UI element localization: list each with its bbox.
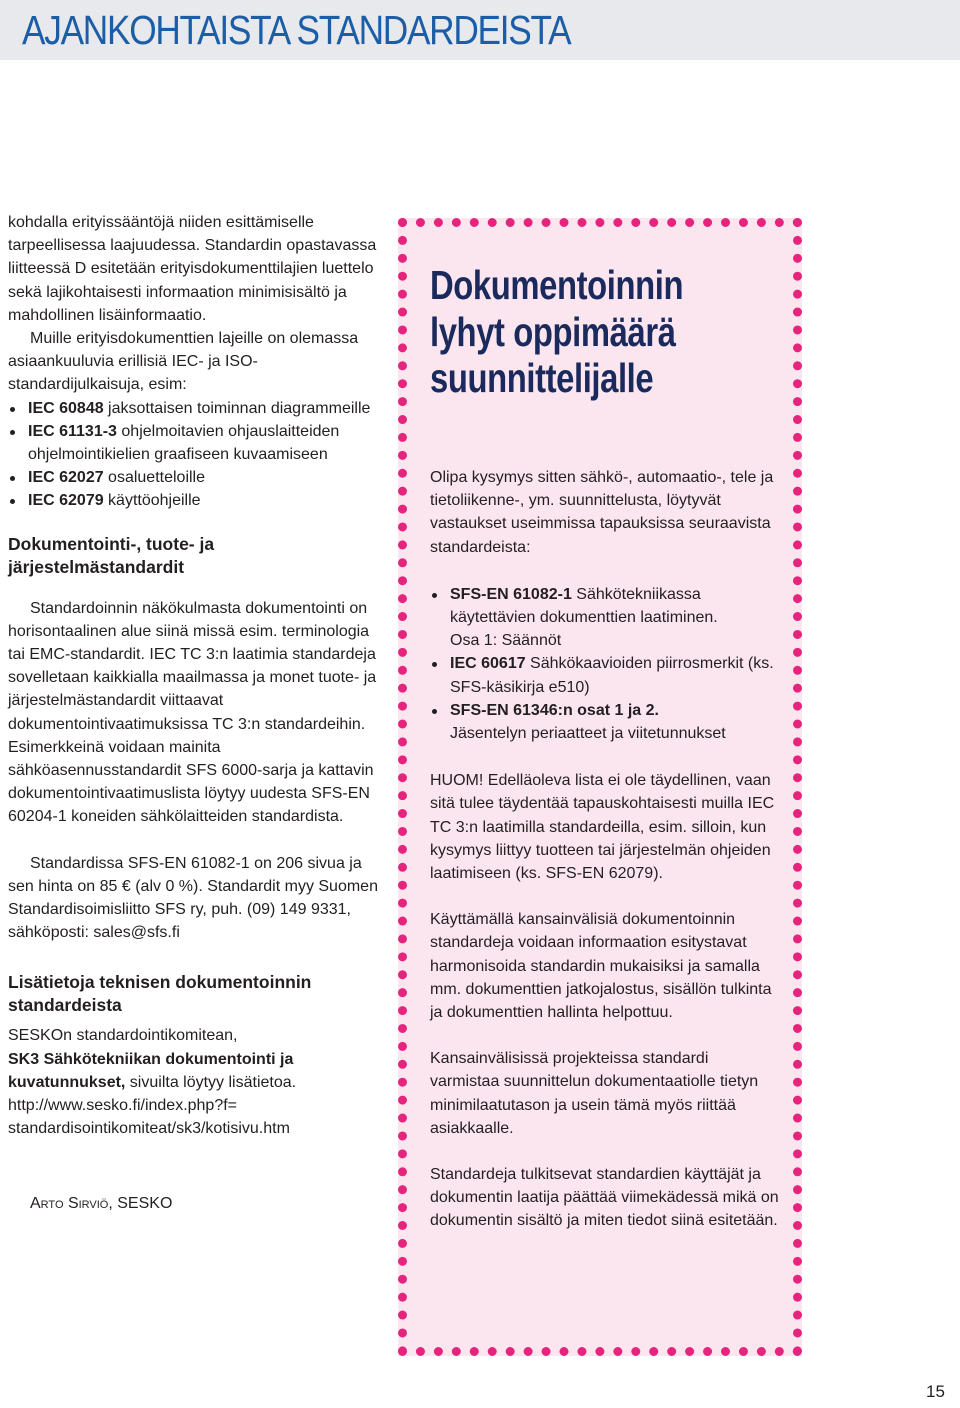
box-paragraph-usage: Käyttämällä kansainvälisiä dokumentoinnin standardeja voidaan informaation esitystavat harmonisoida standardin mukaisiksi ja samalla mm. dokumenttien jatkojalostus, sisällön tulkinta ja dokumenttien hallinta helpottuu.: [430, 911, 772, 1022]
box-standards-list: [430, 583, 780, 745]
paragraph-sesko: SESKOn standardointikomitean, SK3 Sähkötekniikan dokumentointi ja kuvatunnukset, sivuilta löytyy lisätietoa. http://www.sesko.fi/index.php?f= standardisointikomiteat/sk3/kotisivu.htm: [8, 1027, 297, 1138]
page-number: 15: [926, 1382, 945, 1401]
box-paragraph-international: Kansainvälisissä projekteissa standardi varmistaa suunnittelun dokumentaatiolle tietyn minimilaatutason ja usein tämä myös riittää asiakkaalle.: [430, 1050, 759, 1137]
paragraph-horizontal: Standardoinnin näkökulmasta dokumentointi on horisontaalinen alue siinä missä esim. terminologia tai EMC-standardit. IEC TC 3:n laatimia standardeja sovelletaan kaikkialla maailmassa ja monet tuote- ja järjestelmästandardit viittaavat dokumentointivaatimuksissa TC 3:n standardeihin. Esimerkkeinä voidaan mainita sähköasennusstandardit SFS 6000-sarja ja kattavin dokumentointivaatimuslista löytyy uudesta SFS-EN 60204-1 koneiden sähkölaitteiden standardista.: [8, 599, 377, 826]
list-item: IEC 62079 käyttöohjeille: [8, 489, 380, 512]
link-sesko-path[interactable]: standardisointikomiteat/sk3/kotisivu.htm: [8, 1120, 290, 1138]
list-item: SFS-EN 61082-1 Sähkötekniikassa käytettävien dokumenttien laatiminen. Osa 1: Säännöt: [430, 583, 780, 653]
link-sesko[interactable]: http://www.sesko.fi/index.php?f=: [8, 1097, 238, 1115]
box-paragraph-interpretation: Standardeja tulkitsevat standardien käyttäjät ja dokumentin laatija päättää viimekädessä mikä on dokumentin sisältö ja miten tiedot siinä esitetään.: [430, 1166, 779, 1230]
list-item: SFS-EN 61346:n osat 1 ja 2. Jäsentelyn periaatteet ja viitetunnukset: [430, 699, 780, 745]
list-item: IEC 60848 jaksottaisen toiminnan diagrammeille: [8, 397, 380, 420]
header-bar: [0, 0, 960, 60]
list-item: IEC 62027 osaluetteloille: [8, 466, 380, 489]
paragraph-other-documents: Muille erityisdokumenttien lajeille on olemassa asiaankuuluvia erillisiä IEC- ja ISO-standardijulkaisuja, esim:: [8, 330, 359, 394]
standards-list: [8, 397, 380, 513]
box-body: [430, 466, 780, 1233]
box-title: Dokumentoinnin lyhyt oppimäärä suunnittelijalle: [430, 262, 684, 401]
box-note: HUOM! Edelläoleva lista ei ole täydellinen, vaan sitä tulee täydentää tapauskohtaisesti muilla IEC TC 3:n laatimilla standardeilla, esim. silloin, kun kysymys liittyy tuotteen tai järjestelmän ohjeiden laatimiseen (ks. SFS-EN 62079).: [430, 772, 775, 883]
box-intro: Olipa kysymys sitten sähkö-, automaatio-, tele ja tietoliikenne-, ym. suunnittelusta, löytyvät vastaukset useimmissa tapauksissa seuraavista standardeista:: [430, 469, 774, 556]
paragraph-price: Standardissa SFS-EN 61082-1 on 206 sivua ja sen hinta on 85 € (alv 0 %). Standardit myy Suomen Standardisoimisliitto SFS ry, puh. (09) 149 9331, sähköposti: sales@sfs.fi: [8, 854, 378, 942]
left-column: [8, 211, 380, 1215]
author: Arto Sirviö, SESKO: [30, 1194, 173, 1212]
paragraph-intro: kohdalla erityissääntöjä niiden esittämiselle tarpeellisessa laajuudessa. Standardin opastavassa liitteessä D esitetään erityisdokumenttilajien luettelo sekä lajikohtaisesti informaation minimisisältö ja mahdollinen lisäinformaatio.: [8, 214, 377, 324]
heading-more-info: Lisätietoja teknisen dokumentoinnin standardeista: [8, 972, 312, 1016]
heading-documentation-standards: Dokumentointi-, tuote- ja järjestelmästandardit: [8, 533, 215, 577]
page-title: AJANKOHTAISTA STANDARDEISTA: [22, 7, 571, 53]
list-item: IEC 60617 Sähkökaavioiden piirrosmerkit (ks. SFS-käsikirja e510): [430, 652, 780, 698]
list-item: IEC 61131-3 ohjelmoitavien ohjauslaitteiden ohjelmointikielien graafiseen kuvaamiseen: [8, 420, 380, 466]
